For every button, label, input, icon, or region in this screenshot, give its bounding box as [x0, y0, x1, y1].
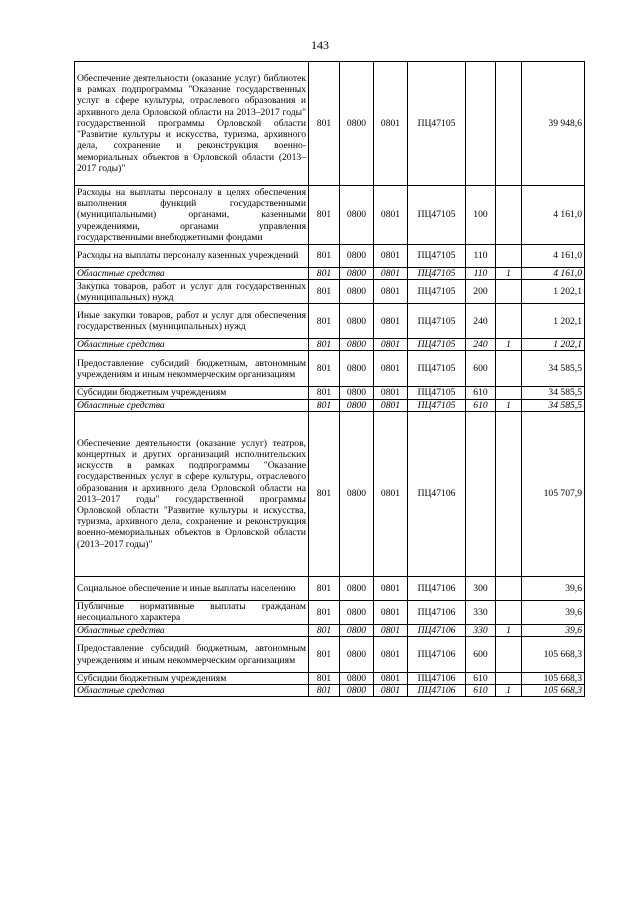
row-expense-type-code: 610 [466, 399, 496, 411]
row-subsection-code: 0801 [374, 339, 408, 351]
table-row [75, 280, 585, 304]
row-target-code: ПЦ47106 [408, 637, 466, 673]
row-amount: 34 585,5 [522, 351, 585, 387]
row-source-code [496, 673, 522, 685]
row-subsection-code: 0801 [374, 600, 408, 624]
row-section-code: 0800 [340, 268, 374, 280]
row-section-code: 0800 [340, 673, 374, 685]
row-target-code: ПЦ47105 [408, 268, 466, 280]
row-subsection-code: 0801 [374, 351, 408, 387]
row-subsection-code: 0801 [374, 411, 408, 576]
row-description: Социальное обеспечение и иные выплаты населению [75, 576, 309, 600]
row-target-code: ПЦ47106 [408, 576, 466, 600]
row-expense-type-code [466, 62, 496, 186]
row-section-code: 0800 [340, 280, 374, 304]
table-row [75, 304, 585, 339]
row-expense-type-code: 300 [466, 576, 496, 600]
row-section-code: 0800 [340, 399, 374, 411]
table-row [75, 62, 585, 186]
row-target-code: ПЦ47105 [408, 351, 466, 387]
row-amount: 105 668,3 [522, 673, 585, 685]
table-row [75, 673, 585, 685]
row-expense-type-code: 610 [466, 673, 496, 685]
row-subsection-code: 0801 [374, 624, 408, 636]
row-description: Закупка товаров, работ и услуг для государственных (муниципальных) нужд [75, 280, 309, 304]
row-amount: 105 707,9 [522, 411, 585, 576]
row-source-code [496, 245, 522, 268]
row-grbs-code: 801 [309, 62, 340, 186]
row-description: Расходы на выплаты персоналу казенных учреждений [75, 245, 309, 268]
row-grbs-code: 801 [309, 637, 340, 673]
row-source-code [496, 600, 522, 624]
row-subsection-code: 0801 [374, 268, 408, 280]
row-amount: 105 668,3 [522, 685, 585, 697]
budget-table [74, 61, 585, 697]
row-grbs-code: 801 [309, 280, 340, 304]
row-section-code: 0800 [340, 186, 374, 245]
row-subsection-code: 0801 [374, 62, 408, 186]
table-row [75, 387, 585, 399]
row-source-code [496, 387, 522, 399]
table-row [75, 685, 585, 697]
row-expense-type-code: 610 [466, 387, 496, 399]
row-amount: 39 948,6 [522, 62, 585, 186]
row-subsection-code: 0801 [374, 387, 408, 399]
row-section-code: 0800 [340, 387, 374, 399]
row-description: Предоставление субсидий бюджетным, автономным учреждениям и иным некоммерческим организациям [75, 351, 309, 387]
table-row [75, 339, 585, 351]
row-subsection-code: 0801 [374, 245, 408, 268]
row-subsection-code: 0801 [374, 280, 408, 304]
row-description: Иные закупки товаров, работ и услуг для обеспечения государственных (муниципальных) нужд [75, 304, 309, 339]
row-expense-type-code [466, 411, 496, 576]
row-expense-type-code: 200 [466, 280, 496, 304]
row-expense-type-code: 240 [466, 339, 496, 351]
row-source-code [496, 280, 522, 304]
row-amount: 4 161,0 [522, 268, 585, 280]
row-grbs-code: 801 [309, 339, 340, 351]
row-grbs-code: 801 [309, 387, 340, 399]
row-subsection-code: 0801 [374, 399, 408, 411]
row-subsection-code: 0801 [374, 576, 408, 600]
row-grbs-code: 801 [309, 600, 340, 624]
row-section-code: 0800 [340, 600, 374, 624]
row-subsection-code: 0801 [374, 186, 408, 245]
row-description: Расходы на выплаты персоналу в целях обеспечения выполнения функций государственными (муниципальными) органами, казенными учреждениями, органами управления государственными внебюджетными фондами [75, 186, 309, 245]
row-section-code: 0800 [340, 62, 374, 186]
row-description: Предоставление субсидий бюджетным, автономным учреждениям и иным некоммерческим организациям [75, 637, 309, 673]
row-amount: 39,6 [522, 624, 585, 636]
row-description: Субсидии бюджетным учреждениям [75, 673, 309, 685]
row-grbs-code: 801 [309, 304, 340, 339]
row-subsection-code: 0801 [374, 304, 408, 339]
row-expense-type-code: 600 [466, 351, 496, 387]
table-row [75, 186, 585, 245]
row-section-code: 0800 [340, 624, 374, 636]
row-section-code: 0800 [340, 637, 374, 673]
row-source-code [496, 637, 522, 673]
row-target-code: ПЦ47105 [408, 399, 466, 411]
row-grbs-code: 801 [309, 245, 340, 268]
row-amount: 1 202,1 [522, 304, 585, 339]
row-description: Областные средства [75, 339, 309, 351]
row-description: Обеспечение деятельности (оказание услуг) театров, концертных и других организаций исполнительских искусств в рамках подпрограммы "Оказание государственных услуг в сфере культуры, отраслевого образования и архивного дела Орловской области на 2013–2017 годы" государственной программы Орловской области "Развитие культуры и искусства, туризма, архивного дела, сохранение и реконструкция военно-мемориальных объектов в Орловской области (2013–2017 годы)" [75, 411, 309, 576]
row-grbs-code: 801 [309, 411, 340, 576]
row-amount: 39,6 [522, 600, 585, 624]
row-expense-type-code: 610 [466, 685, 496, 697]
row-source-code [496, 411, 522, 576]
row-source-code: 1 [496, 624, 522, 636]
row-grbs-code: 801 [309, 351, 340, 387]
table-body [75, 62, 585, 697]
row-section-code: 0800 [340, 411, 374, 576]
row-amount: 1 202,1 [522, 280, 585, 304]
row-target-code: ПЦ47105 [408, 186, 466, 245]
row-expense-type-code: 330 [466, 624, 496, 636]
row-source-code [496, 576, 522, 600]
row-source-code [496, 62, 522, 186]
row-section-code: 0800 [340, 339, 374, 351]
row-description: Областные средства [75, 268, 309, 280]
table-row [75, 245, 585, 268]
row-subsection-code: 0801 [374, 685, 408, 697]
row-source-code: 1 [496, 399, 522, 411]
row-expense-type-code: 240 [466, 304, 496, 339]
table-row [75, 399, 585, 411]
row-amount: 39,6 [522, 576, 585, 600]
row-subsection-code: 0801 [374, 673, 408, 685]
row-grbs-code: 801 [309, 576, 340, 600]
table-row [75, 268, 585, 280]
row-expense-type-code: 600 [466, 637, 496, 673]
row-source-code [496, 186, 522, 245]
row-section-code: 0800 [340, 685, 374, 697]
row-target-code: ПЦ47106 [408, 685, 466, 697]
row-expense-type-code: 110 [466, 268, 496, 280]
row-source-code: 1 [496, 685, 522, 697]
row-target-code: ПЦ47105 [408, 245, 466, 268]
table-row [75, 624, 585, 636]
row-target-code: ПЦ47105 [408, 304, 466, 339]
row-section-code: 0800 [340, 304, 374, 339]
row-description: Обеспечение деятельности (оказание услуг) библиотек в рамках подпрограммы "Оказание государственных услуг в сфере культуры, отраслевого образования и архивного дела Орловской области на 2013–2017 годы" государственной программы Орловской области "Развитие культуры и искусства, туризма, архивного дела, сохранение и реконструкция военно-мемориальных объектов в Орловской области (2013–2017 годы)" [75, 62, 309, 186]
row-target-code: ПЦ47106 [408, 411, 466, 576]
row-source-code: 1 [496, 339, 522, 351]
table-row [75, 637, 585, 673]
row-section-code: 0800 [340, 351, 374, 387]
row-grbs-code: 801 [309, 685, 340, 697]
table-row [75, 351, 585, 387]
row-section-code: 0800 [340, 576, 374, 600]
row-amount: 34 585,5 [522, 399, 585, 411]
row-grbs-code: 801 [309, 186, 340, 245]
row-description: Публичные нормативные выплаты гражданам несоциального характера [75, 600, 309, 624]
row-amount: 105 668,3 [522, 637, 585, 673]
row-description: Областные средства [75, 685, 309, 697]
row-target-code: ПЦ47106 [408, 600, 466, 624]
row-source-code: 1 [496, 268, 522, 280]
row-target-code: ПЦ47105 [408, 387, 466, 399]
row-target-code: ПЦ47105 [408, 339, 466, 351]
table-row [75, 411, 585, 576]
row-target-code: ПЦ47105 [408, 62, 466, 186]
page-number: 143 [311, 38, 329, 52]
row-amount: 34 585,5 [522, 387, 585, 399]
row-amount: 4 161,0 [522, 186, 585, 245]
row-grbs-code: 801 [309, 399, 340, 411]
row-target-code: ПЦ47106 [408, 673, 466, 685]
row-description: Областные средства [75, 399, 309, 411]
table-row [75, 576, 585, 600]
row-expense-type-code: 100 [466, 186, 496, 245]
row-section-code: 0800 [340, 245, 374, 268]
row-amount: 4 161,0 [522, 245, 585, 268]
row-source-code [496, 304, 522, 339]
row-grbs-code: 801 [309, 673, 340, 685]
row-target-code: ПЦ47105 [408, 280, 466, 304]
row-subsection-code: 0801 [374, 637, 408, 673]
row-source-code [496, 351, 522, 387]
row-grbs-code: 801 [309, 268, 340, 280]
row-amount: 1 202,1 [522, 339, 585, 351]
row-description: Областные средства [75, 624, 309, 636]
table-row [75, 600, 585, 624]
row-grbs-code: 801 [309, 624, 340, 636]
row-expense-type-code: 110 [466, 245, 496, 268]
row-expense-type-code: 330 [466, 600, 496, 624]
row-target-code: ПЦ47106 [408, 624, 466, 636]
row-description: Субсидии бюджетным учреждениям [75, 387, 309, 399]
